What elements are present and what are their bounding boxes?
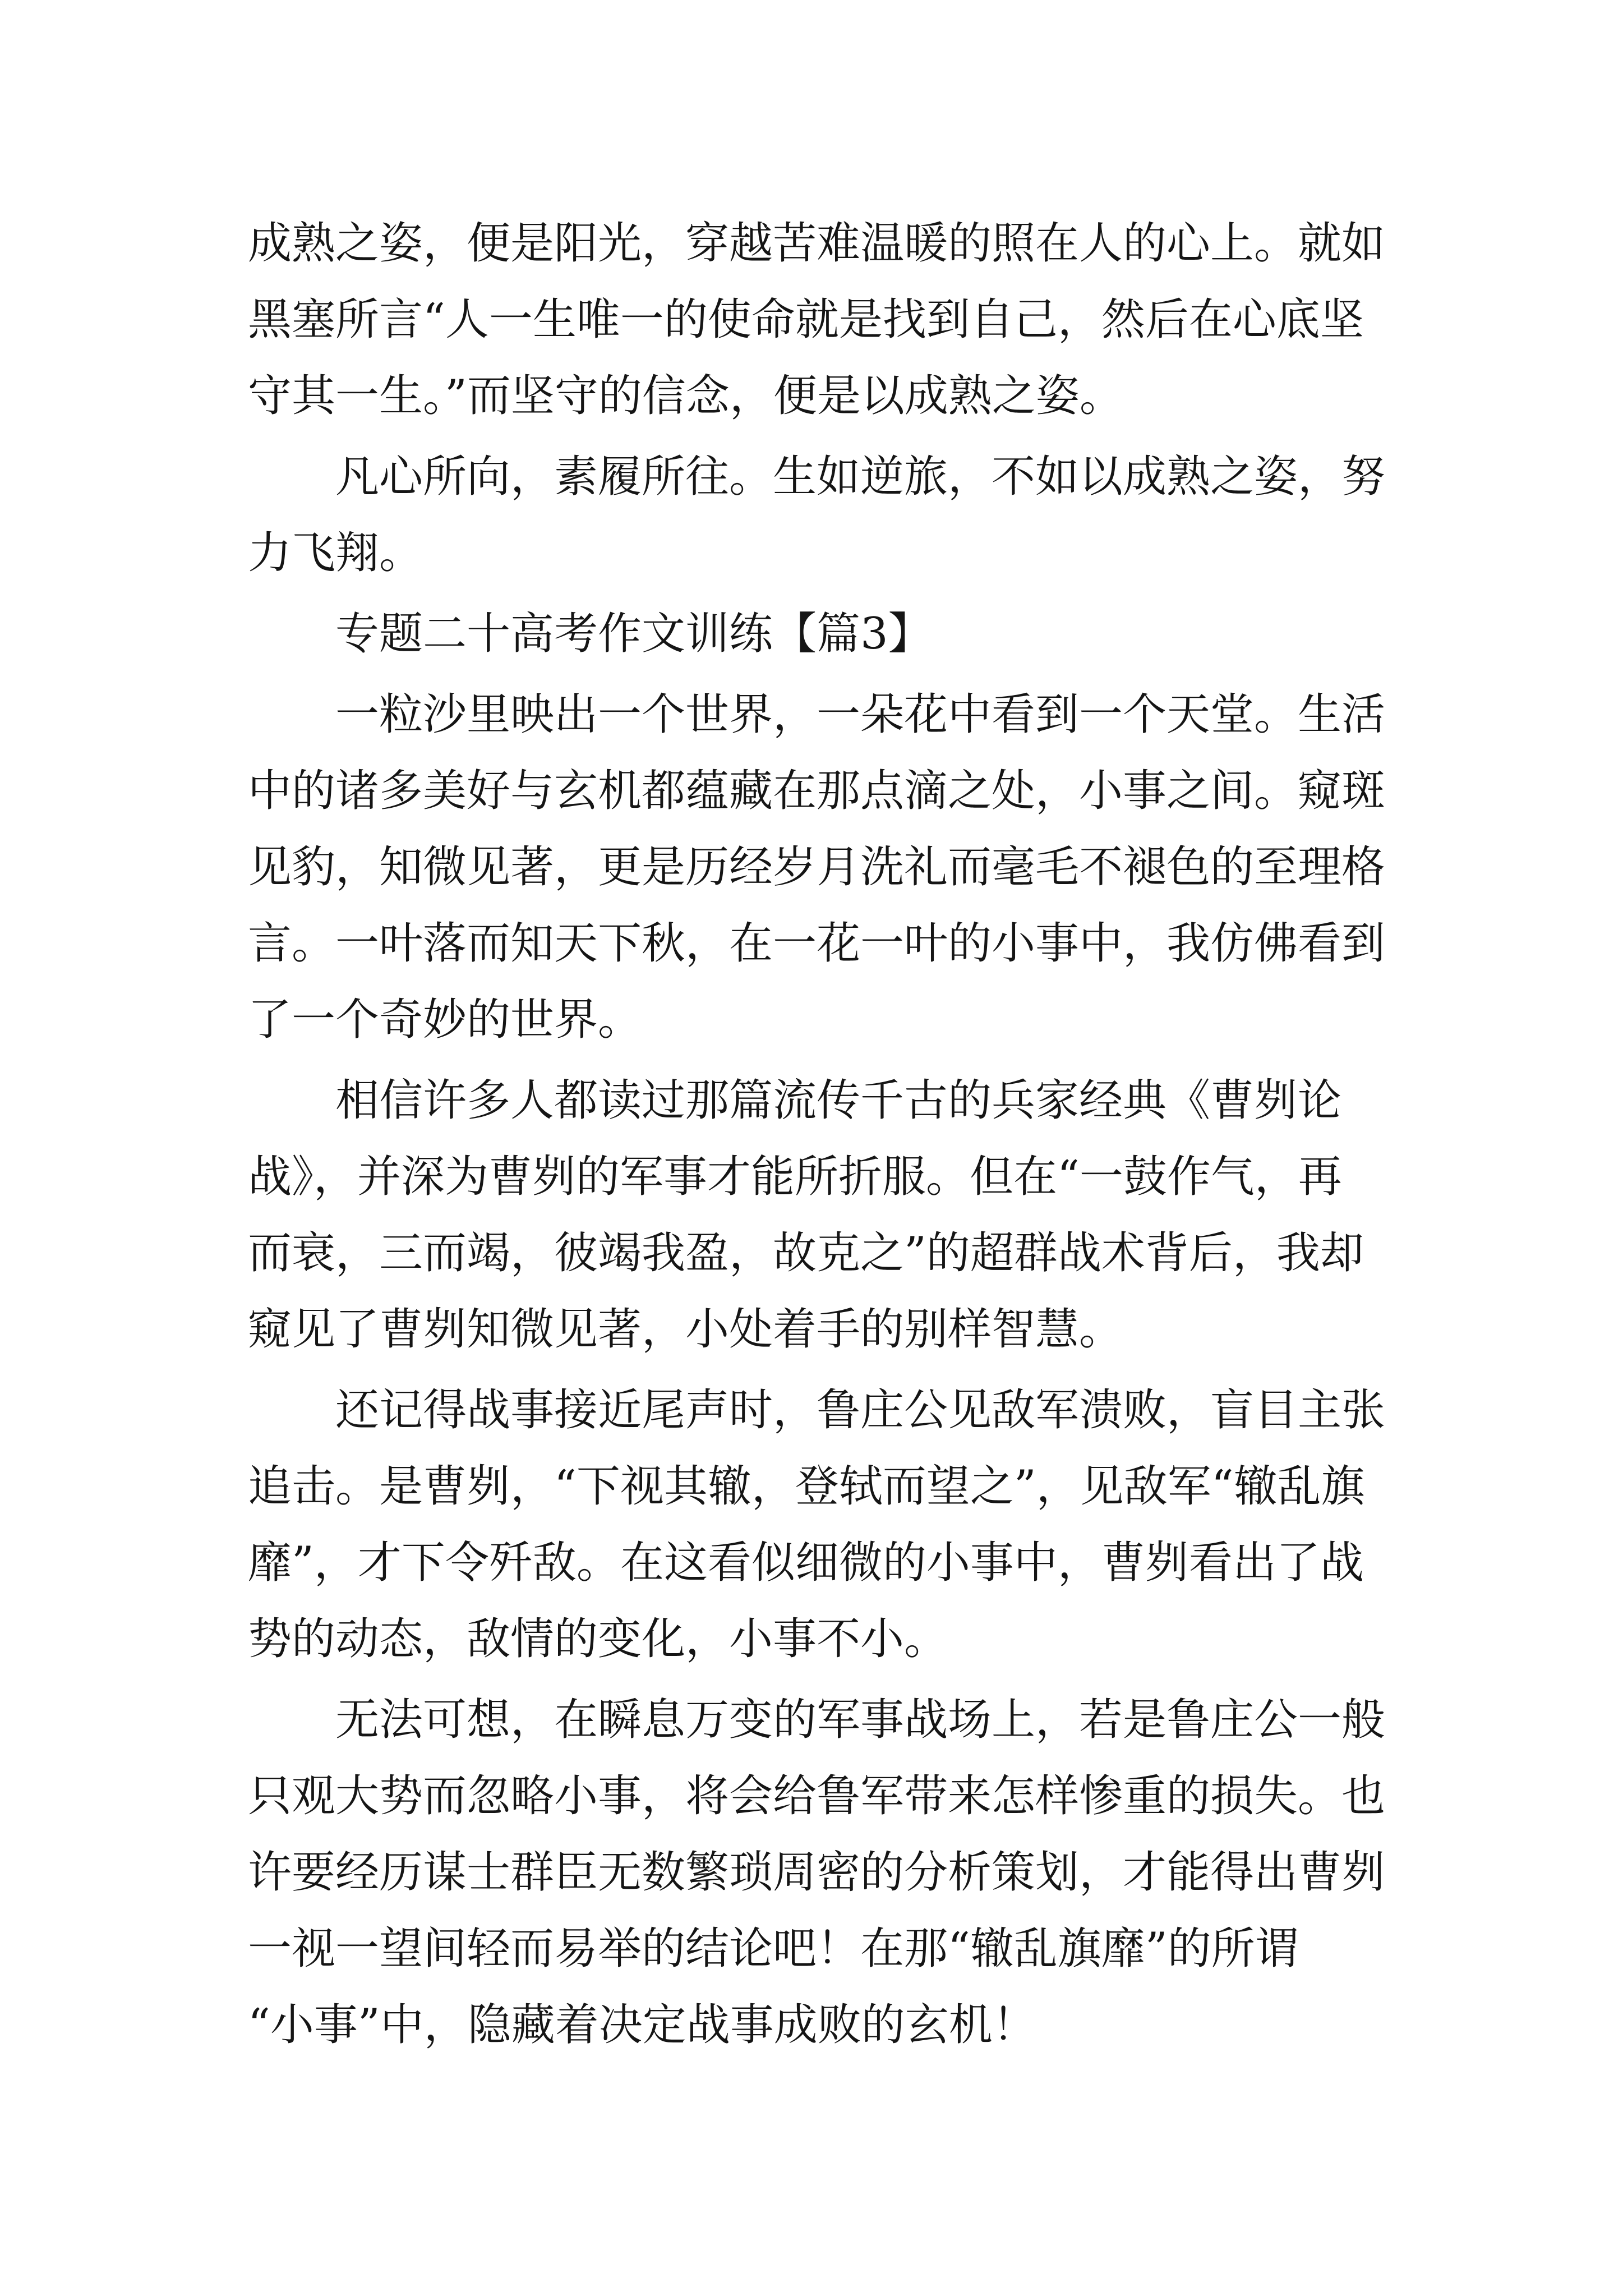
text-line: 相信许多人都读过那篇流传千古的兵家经典《曹刿论 [335, 1075, 1342, 1126]
text-line: 言。一叶落而知天下秋，在一花一叶的小事中，我仿佛看到 [248, 918, 1386, 969]
text-line: 中的诸多美好与玄机都蕴藏在那点滴之处，小事之间。窥斑 [248, 766, 1386, 816]
text-line: 守其一生。”而坚守的信念，便是以成熟之姿。 [248, 371, 1123, 421]
text-line: 追击。是曹刿，“下视其辙，登轼而望之”，见敌军“辙乱旗 [248, 1461, 1365, 1512]
text-line: 还记得战事接近尾声时，鲁庄公见敌军溃败，盲目主张 [335, 1385, 1386, 1435]
text-line: 无法可想，在瞬息万变的军事战场上，若是鲁庄公一般 [335, 1695, 1386, 1745]
text-line: 只观大势而忽略小事，将会给鲁军带来怎样惨重的损失。也 [248, 1771, 1386, 1821]
text-line: 战》，并深为曹刿的军事才能所折服。但在“一鼓作气，再 [248, 1152, 1342, 1202]
text-line: 见豹，知微见著，更是历经岁月洗礼而毫毛不褪色的至理格 [248, 842, 1386, 892]
section-title: 专题二十高考作文训练【篇3】 [335, 609, 932, 659]
text-line: 窥见了曹刿知微见著，小处着手的别样智慧。 [248, 1304, 1123, 1355]
paragraph [248, 677, 1482, 1058]
text-line: 靡”，才下令歼敌。在这看似细微的小事中，曹刿看出了战 [248, 1538, 1364, 1588]
paragraph [248, 1062, 1482, 1368]
paragraph [248, 439, 1482, 591]
text-line: 势的动态，敌情的变化，小事不小。 [248, 1614, 948, 1664]
paragraph [248, 205, 1482, 434]
text-line: 力飞翔。 [248, 528, 423, 578]
text-line: 了一个奇妙的世界。 [248, 995, 642, 1045]
text-line: 凡心所向，素履所往。生如逆旅，不如以成熟之姿，努 [335, 452, 1386, 502]
paragraph [248, 1372, 1482, 1677]
body-text [248, 205, 1482, 2063]
text-line: 黑塞所言“人一生唯一的使命就是找到自己，然后在心底坚 [248, 295, 1364, 345]
paragraph [248, 1682, 1482, 2063]
text-line: 成熟之姿，便是阳光，穿越苦难温暖的照在人的心上。就如 [248, 218, 1386, 269]
text-line: “小事”中，隐藏着决定战事成败的玄机！ [248, 2000, 1036, 2050]
text-line: 许要经历谋士群臣无数繁琐周密的分析策划，才能得出曹刿 [248, 1847, 1386, 1898]
section-title-block [248, 596, 1482, 672]
text-line: 而衰，三而竭，彼竭我盈，故克之”的超群战术背后，我却 [248, 1228, 1364, 1278]
text-line: 一视一望间轻而易举的结论吧！在那“辙乱旗靡”的所谓 [248, 1924, 1299, 1974]
text-line: 一粒沙里映出一个世界，一朵花中看到一个天堂。生活 [335, 689, 1386, 740]
